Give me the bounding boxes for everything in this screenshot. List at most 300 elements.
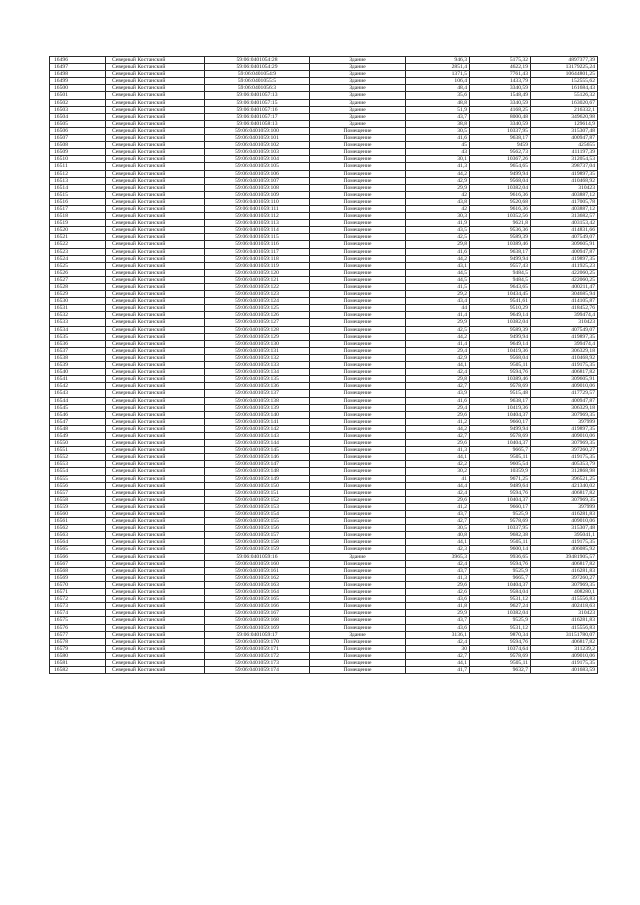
table-row xyxy=(50,57,598,64)
cell-cadastral-value: 397260,27 xyxy=(531,447,598,454)
cell-area: 44,2 xyxy=(406,425,470,432)
cell-specific-value: 9541,61 xyxy=(470,298,531,305)
cell-object-type: Помещение xyxy=(310,560,406,567)
cell-cadastral-number: 59:06:0401059:16 xyxy=(205,553,310,560)
cell-cadastral-number: 59:06:0401059:106 xyxy=(205,170,310,177)
cell-area: 41,8 xyxy=(406,603,470,610)
cell-district: Северный Костанский xyxy=(106,291,205,298)
cell-object-type: Помещение xyxy=(310,432,406,439)
cell-object-type: Помещение xyxy=(310,326,406,333)
cell-cadastral-value: 406085,92 xyxy=(531,546,598,553)
cell-district: Северный Костанский xyxy=(106,468,205,475)
table-row xyxy=(50,596,598,603)
cell-cadastral-number: 59:06:0401059:165 xyxy=(205,596,310,603)
cell-area: 42,2 xyxy=(406,461,470,468)
cell-cadastral-value: 409010,06 xyxy=(531,432,598,439)
cell-district: Северный Костанский xyxy=(106,624,205,631)
cell-district: Северный Костанский xyxy=(106,319,205,326)
table-row xyxy=(50,496,598,503)
cell-cadastral-number: 59:06:0401059:169 xyxy=(205,624,310,631)
cell-cadastral-number: 59:06:0401059:102 xyxy=(205,142,310,149)
cell-district: Северный Костанский xyxy=(106,177,205,184)
table-row xyxy=(50,624,598,631)
cell-cadastral-number: 59:06:0401059:164 xyxy=(205,589,310,596)
cell-area: 44,5 xyxy=(406,276,470,283)
cell-area: 43,6 xyxy=(406,596,470,603)
cell-row-number: 16546 xyxy=(50,411,106,418)
cell-row-number: 16552 xyxy=(50,454,106,461)
cell-cadastral-value: 419175,35 xyxy=(531,659,598,666)
cell-district: Северный Костанский xyxy=(106,489,205,496)
cell-cadastral-number: 59:06:0401059:133 xyxy=(205,362,310,369)
cell-cadastral-number: 59:06:0401059:168 xyxy=(205,617,310,624)
cell-area: 42,6 xyxy=(406,589,470,596)
cell-district: Северный Костанский xyxy=(106,369,205,376)
cell-row-number: 16582 xyxy=(50,667,106,674)
cell-specific-value: 9515,48 xyxy=(470,390,531,397)
cell-row-number: 16544 xyxy=(50,397,106,404)
cell-object-type: Здание xyxy=(310,106,406,113)
cell-row-number: 16563 xyxy=(50,532,106,539)
cell-area: 41,6 xyxy=(406,397,470,404)
cell-area: 44,2 xyxy=(406,333,470,340)
table-row xyxy=(50,64,598,71)
cell-object-type: Помещение xyxy=(310,390,406,397)
cell-row-number: 16557 xyxy=(50,489,106,496)
cell-area: 29,9 xyxy=(406,319,470,326)
cell-area: 44 xyxy=(406,305,470,312)
cell-area: 44,1 xyxy=(406,454,470,461)
cell-area: 44,4 xyxy=(406,482,470,489)
cell-row-number: 16562 xyxy=(50,525,106,532)
table-row xyxy=(50,163,598,170)
cell-row-number: 16569 xyxy=(50,574,106,581)
cell-row-number: 16508 xyxy=(50,142,106,149)
table-row xyxy=(50,149,598,156)
cell-row-number: 16572 xyxy=(50,596,106,603)
cell-cadastral-value: 397999 xyxy=(531,503,598,510)
cell-object-type: Помещение xyxy=(310,177,406,184)
table-row xyxy=(50,347,598,354)
cell-cadastral-value: 419897,35 xyxy=(531,170,598,177)
cell-specific-value: 10434,45 xyxy=(470,291,531,298)
cell-object-type: Здание xyxy=(310,631,406,638)
cell-row-number: 16561 xyxy=(50,518,106,525)
cell-specific-value: 10389,46 xyxy=(470,241,531,248)
cell-object-type: Здание xyxy=(310,553,406,560)
cell-district: Северный Костанский xyxy=(106,262,205,269)
cell-specific-value: 9936,65 xyxy=(470,553,531,560)
cell-district: Северный Костанский xyxy=(106,440,205,447)
cell-district: Северный Костанский xyxy=(106,298,205,305)
cell-cadastral-number: 59:06:0401059:119 xyxy=(205,262,310,269)
cell-cadastral-value: 406817,82 xyxy=(531,560,598,567)
cell-cadastral-value: 406817,82 xyxy=(531,369,598,376)
cell-district: Северный Костанский xyxy=(106,411,205,418)
cell-district: Северный Костанский xyxy=(106,340,205,347)
cell-area: 41,5 xyxy=(406,284,470,291)
cell-cadastral-number: 59:06:0401059:174 xyxy=(205,667,310,674)
cell-cadastral-number: 59:06:0401059:139 xyxy=(205,404,310,411)
cell-district: Северный Костанский xyxy=(106,184,205,191)
cell-district: Северный Костанский xyxy=(106,418,205,425)
table-row xyxy=(50,170,598,177)
cell-cadastral-number: 59:06:0401059:108 xyxy=(205,184,310,191)
cell-object-type: Помещение xyxy=(310,440,406,447)
cell-district: Северный Костанский xyxy=(106,503,205,510)
table-row xyxy=(50,390,598,397)
cell-cadastral-value: 401683,59 xyxy=(531,667,598,674)
cell-cadastral-value: 4897377,39 xyxy=(531,57,598,64)
cell-area: 29,8 xyxy=(406,376,470,383)
cell-object-type: Помещение xyxy=(310,418,406,425)
cell-row-number: 16571 xyxy=(50,589,106,596)
table-body xyxy=(50,57,598,674)
cell-cadastral-value: 414105,87 xyxy=(531,298,598,305)
cell-area: 41,4 xyxy=(406,340,470,347)
table-row xyxy=(50,468,598,475)
cell-row-number: 16521 xyxy=(50,234,106,241)
cell-row-number: 16539 xyxy=(50,362,106,369)
cell-cadastral-number: 59:06:0401059:138 xyxy=(205,397,310,404)
cell-object-type: Помещение xyxy=(310,617,406,624)
cell-specific-value: 10374,64 xyxy=(470,645,531,652)
cell-object-type: Здание xyxy=(310,85,406,92)
cell-cadastral-value: 311239,2 xyxy=(531,645,598,652)
cell-area: 41,7 xyxy=(406,667,470,674)
cell-row-number: 16566 xyxy=(50,553,106,560)
cell-cadastral-value: 315307,48 xyxy=(531,127,598,134)
cell-cadastral-number: 59:06:0401055:5 xyxy=(205,78,310,85)
table-row xyxy=(50,120,598,127)
table-row xyxy=(50,652,598,659)
cell-row-number: 16549 xyxy=(50,432,106,439)
table-row xyxy=(50,411,598,418)
cell-cadastral-number: 59:06:0401056:3 xyxy=(205,85,310,92)
cell-cadastral-number: 59:06:0401057:16 xyxy=(205,106,310,113)
table-row xyxy=(50,404,598,411)
cell-specific-value: 9660,17 xyxy=(470,418,531,425)
cell-area: 43,5 xyxy=(406,227,470,234)
cell-district: Северный Костанский xyxy=(106,113,205,120)
table-row xyxy=(50,106,598,113)
cell-cadastral-number: 59:06:0401059:101 xyxy=(205,135,310,142)
cell-cadastral-value: 422060,25 xyxy=(531,276,598,283)
cell-cadastral-number: 59:06:0401059:149 xyxy=(205,475,310,482)
cell-cadastral-number: 59:06:0401059:103 xyxy=(205,149,310,156)
table-row xyxy=(50,532,598,539)
table-row xyxy=(50,85,598,92)
cell-cadastral-number: 59:06:0401059:124 xyxy=(205,298,310,305)
cell-cadastral-number: 59:06:0401059:112 xyxy=(205,213,310,220)
cell-specific-value: 9525,9 xyxy=(470,617,531,624)
cell-area: 29,2 xyxy=(406,291,470,298)
cell-object-type: Помещение xyxy=(310,567,406,574)
cell-row-number: 16553 xyxy=(50,461,106,468)
cell-district: Северный Костанский xyxy=(106,64,205,71)
table-row xyxy=(50,603,598,610)
cell-specific-value: 9499,94 xyxy=(470,333,531,340)
cell-district: Северный Костанский xyxy=(106,127,205,134)
cell-area: 41,3 xyxy=(406,447,470,454)
cell-object-type: Помещение xyxy=(310,184,406,191)
cell-cadastral-value: 39481905,57 xyxy=(531,553,598,560)
cell-object-type: Помещение xyxy=(310,362,406,369)
cell-row-number: 16518 xyxy=(50,213,106,220)
table-row xyxy=(50,305,598,312)
cell-row-number: 16510 xyxy=(50,156,106,163)
cell-area: 30,1 xyxy=(406,156,470,163)
cell-row-number: 16501 xyxy=(50,92,106,99)
cell-district: Северный Костанский xyxy=(106,631,205,638)
cell-cadastral-number: 59:06:0401059:120 xyxy=(205,269,310,276)
cell-district: Северный Костанский xyxy=(106,85,205,92)
cell-cadastral-number: 59:06:0401059:171 xyxy=(205,645,310,652)
cell-area: 29,9 xyxy=(406,184,470,191)
cell-cadastral-value: 403153,42 xyxy=(531,220,598,227)
cell-district: Северный Костанский xyxy=(106,284,205,291)
cell-row-number: 16513 xyxy=(50,177,106,184)
cell-cadastral-number: 59:06:0401059:157 xyxy=(205,532,310,539)
cell-object-type: Помещение xyxy=(310,227,406,234)
cell-object-type: Помещение xyxy=(310,213,406,220)
cell-row-number: 16523 xyxy=(50,248,106,255)
cell-district: Северный Костанский xyxy=(106,106,205,113)
cell-cadastral-number: 59:06:0401059:107 xyxy=(205,177,310,184)
cell-cadastral-value: 421340,02 xyxy=(531,482,598,489)
table-row xyxy=(50,383,598,390)
cell-cadastral-value: 152555,62 xyxy=(531,78,598,85)
cell-specific-value: 9594,76 xyxy=(470,489,531,496)
cell-area: 42,7 xyxy=(406,652,470,659)
cell-cadastral-number: 59:06:0401059:100 xyxy=(205,127,310,134)
cell-cadastral-value: 416281,83 xyxy=(531,511,598,518)
cell-object-type: Помещение xyxy=(310,659,406,666)
cell-cadastral-number: 59:06:0401059:140 xyxy=(205,411,310,418)
cell-row-number: 16568 xyxy=(50,567,106,574)
cell-specific-value: 9638,17 xyxy=(470,135,531,142)
data-table xyxy=(49,56,598,674)
cell-specific-value: 9594,76 xyxy=(470,638,531,645)
table-row xyxy=(50,667,598,674)
cell-district: Северный Костанский xyxy=(106,269,205,276)
cell-row-number: 16512 xyxy=(50,170,106,177)
cell-district: Северный Костанский xyxy=(106,362,205,369)
cell-specific-value: 9605,54 xyxy=(470,461,531,468)
cell-cadastral-number: 59:06:0401059:173 xyxy=(205,659,310,666)
table-row xyxy=(50,560,598,567)
cell-district: Северный Костанский xyxy=(106,667,205,674)
cell-district: Северный Костанский xyxy=(106,518,205,525)
cell-cadastral-number: 59:06:0401059:172 xyxy=(205,652,310,659)
cell-cadastral-value: 397999 xyxy=(531,418,598,425)
cell-cadastral-value: 417729,57 xyxy=(531,390,598,397)
cell-specific-value: 9505,11 xyxy=(470,454,531,461)
cell-specific-value: 9589,39 xyxy=(470,234,531,241)
cell-cadastral-value: 409010,06 xyxy=(531,652,598,659)
cell-row-number: 16559 xyxy=(50,503,106,510)
cell-specific-value: 9671,25 xyxy=(470,475,531,482)
cell-specific-value: 10382,04 xyxy=(470,319,531,326)
cell-object-type: Помещение xyxy=(310,638,406,645)
cell-row-number: 16534 xyxy=(50,326,106,333)
table-row xyxy=(50,262,598,269)
table-row xyxy=(50,291,598,298)
cell-specific-value: 9484,5 xyxy=(470,276,531,283)
cell-object-type: Помещение xyxy=(310,503,406,510)
cell-cadastral-number: 59:06:0401059:134 xyxy=(205,369,310,376)
table-row xyxy=(50,645,598,652)
cell-row-number: 16525 xyxy=(50,262,106,269)
cell-row-number: 16526 xyxy=(50,269,106,276)
table-row xyxy=(50,461,598,468)
cell-row-number: 16565 xyxy=(50,546,106,553)
cell-specific-value: 9578,69 xyxy=(470,518,531,525)
cell-object-type: Помещение xyxy=(310,383,406,390)
cell-specific-value: 9562,73 xyxy=(470,149,531,156)
cell-area: 44,2 xyxy=(406,170,470,177)
cell-cadastral-value: 395041,1 xyxy=(531,532,598,539)
cell-district: Северный Костанский xyxy=(106,567,205,574)
cell-row-number: 16550 xyxy=(50,440,106,447)
cell-district: Северный Костанский xyxy=(106,432,205,439)
cell-row-number: 16543 xyxy=(50,390,106,397)
table-row xyxy=(50,454,598,461)
cell-object-type: Помещение xyxy=(310,411,406,418)
cell-area: 1371,5 xyxy=(406,71,470,78)
cell-cadastral-value: 410468,92 xyxy=(531,177,598,184)
cell-cadastral-value: 129614,9 xyxy=(531,120,598,127)
cell-cadastral-value: 397260,27 xyxy=(531,574,598,581)
cell-area: 43,4 xyxy=(406,298,470,305)
cell-district: Северный Костанский xyxy=(106,142,205,149)
cell-object-type: Помещение xyxy=(310,284,406,291)
cell-object-type: Помещение xyxy=(310,397,406,404)
cell-row-number: 16554 xyxy=(50,468,106,475)
cell-district: Северный Костанский xyxy=(106,191,205,198)
cell-area: 29,4 xyxy=(406,404,470,411)
cell-object-type: Помещение xyxy=(310,511,406,518)
cell-specific-value: 9632,7 xyxy=(470,667,531,674)
cell-cadastral-number: 59:06:0401059:116 xyxy=(205,241,310,248)
cell-cadastral-value: 409010,06 xyxy=(531,518,598,525)
table-row xyxy=(50,539,598,546)
cell-area: 51,9 xyxy=(406,106,470,113)
cell-object-type: Помещение xyxy=(310,596,406,603)
cell-object-type: Помещение xyxy=(310,163,406,170)
table-row xyxy=(50,71,598,78)
cell-cadastral-number: 59:06:0401059:129 xyxy=(205,333,310,340)
cell-cadastral-number: 59:06:0401059:109 xyxy=(205,191,310,198)
cell-object-type: Помещение xyxy=(310,425,406,432)
cell-cadastral-number: 59:06:0401059:141 xyxy=(205,418,310,425)
cell-specific-value: 9665,7 xyxy=(470,447,531,454)
cell-specific-value: 9525,9 xyxy=(470,567,531,574)
cell-cadastral-number: 59:06:0401059:137 xyxy=(205,390,310,397)
cell-district: Северный Костанский xyxy=(106,645,205,652)
cell-district: Северный Костанский xyxy=(106,241,205,248)
cell-object-type: Здание xyxy=(310,57,406,64)
cell-area: 42,9 xyxy=(406,354,470,361)
cell-area: 41 xyxy=(406,475,470,482)
table-row xyxy=(50,213,598,220)
table-row xyxy=(50,447,598,454)
cell-area: 42,3 xyxy=(406,546,470,553)
table-row xyxy=(50,589,598,596)
cell-area: 44,2 xyxy=(406,255,470,262)
cell-area: 41,3 xyxy=(406,163,470,170)
cell-object-type: Помещение xyxy=(310,468,406,475)
table-row xyxy=(50,191,598,198)
cell-cadastral-value: 216332,1 xyxy=(531,106,598,113)
cell-cadastral-value: 403887,12 xyxy=(531,205,598,212)
cell-object-type: Здание xyxy=(310,71,406,78)
cell-row-number: 16509 xyxy=(50,149,106,156)
cell-area: 42,4 xyxy=(406,369,470,376)
cell-row-number: 16580 xyxy=(50,652,106,659)
cell-row-number: 16502 xyxy=(50,99,106,106)
cell-specific-value: 9621,8 xyxy=(470,220,531,227)
cell-area: 30,2 xyxy=(406,468,470,475)
cell-cadastral-value: 310423 xyxy=(531,610,598,617)
cell-row-number: 16570 xyxy=(50,581,106,588)
cell-object-type: Помещение xyxy=(310,198,406,205)
cell-cadastral-number: 59:06:0401059:104 xyxy=(205,156,310,163)
cell-cadastral-value: 414831,66 xyxy=(531,227,598,234)
cell-cadastral-number: 59:06:0401057:15 xyxy=(205,99,310,106)
cell-district: Северный Костанский xyxy=(106,596,205,603)
cell-cadastral-value: 13179225,24 xyxy=(531,64,598,71)
cell-object-type: Помещение xyxy=(310,667,406,674)
cell-cadastral-value: 400947,87 xyxy=(531,397,598,404)
cell-specific-value: 5175,32 xyxy=(470,57,531,64)
cell-specific-value: 9643,65 xyxy=(470,284,531,291)
cell-cadastral-value: 406817,82 xyxy=(531,489,598,496)
cell-district: Северный Костанский xyxy=(106,383,205,390)
cell-row-number: 16577 xyxy=(50,631,106,638)
cell-cadastral-value: 419897,35 xyxy=(531,333,598,340)
cell-specific-value: 9505,11 xyxy=(470,362,531,369)
cell-cadastral-number: 59:06:0401059:125 xyxy=(205,305,310,312)
table-row xyxy=(50,369,598,376)
cell-specific-value: 9525,9 xyxy=(470,511,531,518)
cell-district: Северный Костанский xyxy=(106,581,205,588)
cell-object-type: Помещение xyxy=(310,276,406,283)
cell-row-number: 16517 xyxy=(50,205,106,212)
cell-object-type: Помещение xyxy=(310,248,406,255)
cell-specific-value: 9616,36 xyxy=(470,191,531,198)
cell-specific-value: 10352,56 xyxy=(470,213,531,220)
cell-specific-value: 10404,37 xyxy=(470,581,531,588)
cell-area: 45 xyxy=(406,142,470,149)
cell-object-type: Помещение xyxy=(310,496,406,503)
cell-district: Северный Костанский xyxy=(106,71,205,78)
cell-row-number: 16547 xyxy=(50,418,106,425)
cell-object-type: Помещение xyxy=(310,191,406,198)
table-row xyxy=(50,241,598,248)
cell-row-number: 16551 xyxy=(50,447,106,454)
cell-specific-value: 10404,37 xyxy=(470,440,531,447)
cell-cadastral-value: 406817,82 xyxy=(531,638,598,645)
cell-cadastral-number: 59:06:0401059:145 xyxy=(205,447,310,454)
table-row xyxy=(50,205,598,212)
cell-district: Северный Костанский xyxy=(106,198,205,205)
table-row xyxy=(50,92,598,99)
cell-row-number: 16567 xyxy=(50,560,106,567)
cell-object-type: Помещение xyxy=(310,546,406,553)
table-row xyxy=(50,659,598,666)
cell-area: 946,3 xyxy=(406,57,470,64)
